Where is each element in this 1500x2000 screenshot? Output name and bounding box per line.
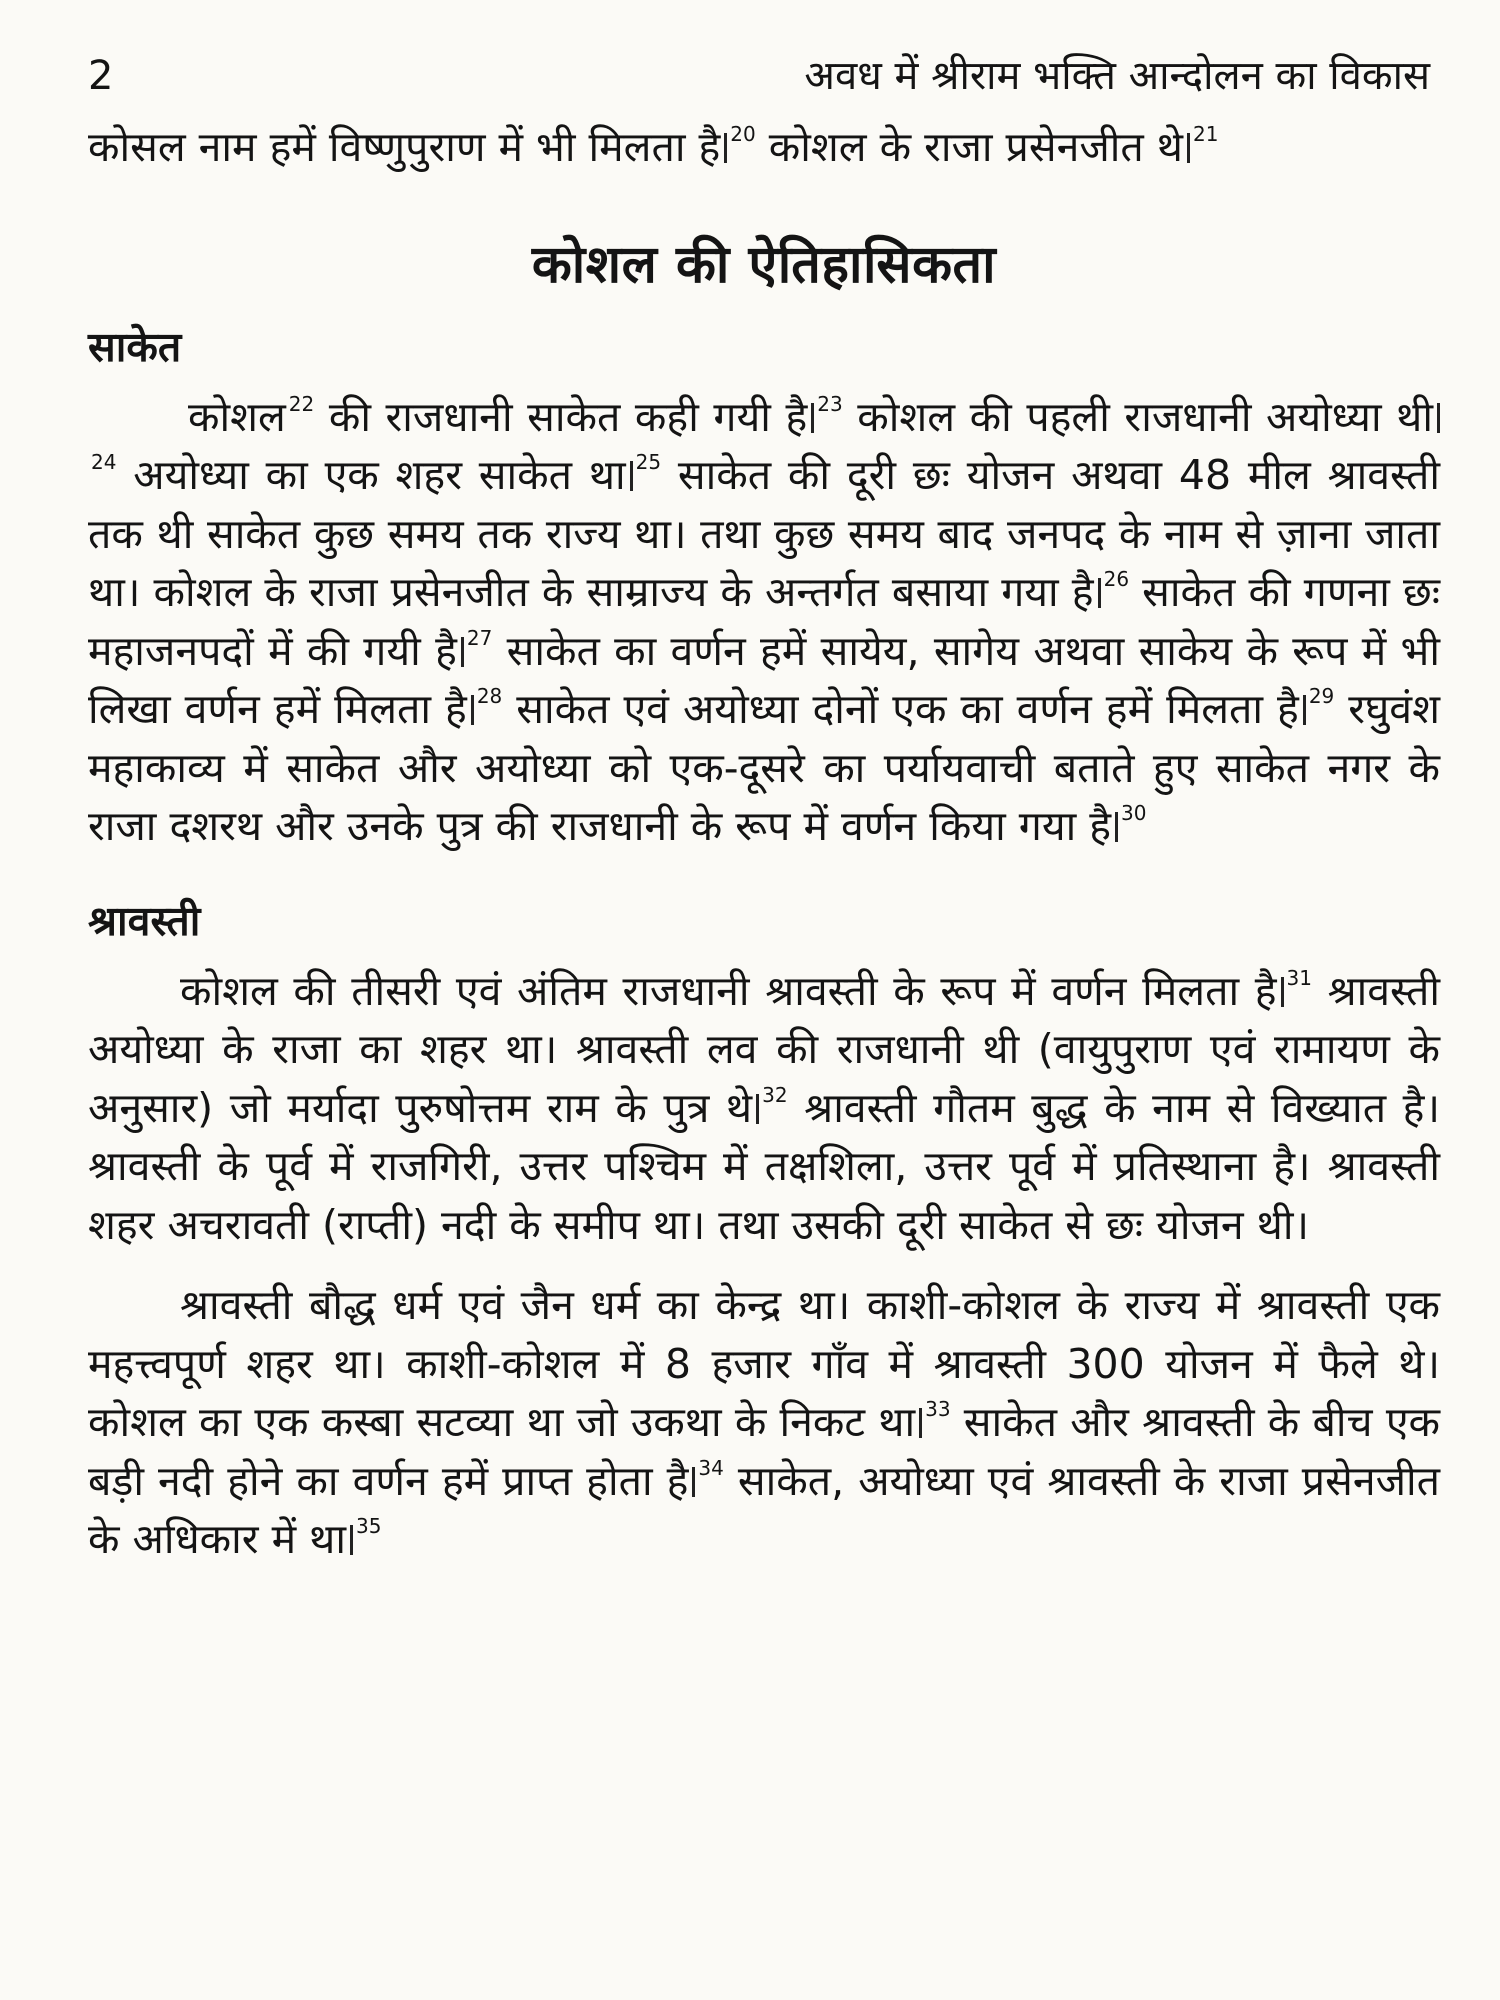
footnote-ref-30: 30 bbox=[1121, 801, 1147, 825]
footnote-ref-35: 35 bbox=[355, 1514, 382, 1538]
danda-mark bbox=[811, 403, 814, 433]
running-header bbox=[88, 46, 1440, 118]
subheading-saket: साकेत bbox=[88, 322, 182, 371]
danda-mark bbox=[919, 1408, 922, 1438]
shravasti-paragraph-1 bbox=[88, 962, 1440, 1255]
danda-mark bbox=[1281, 977, 1284, 1007]
danda-mark bbox=[461, 637, 464, 667]
intro-paragraph bbox=[88, 118, 1440, 177]
footnote-ref-25: 25 bbox=[635, 450, 662, 474]
footnote-ref-24: 24 bbox=[91, 450, 117, 474]
danda-mark bbox=[692, 1467, 695, 1497]
running-title: अवध में श्रीराम भक्ति आन्दोलन का विकास bbox=[804, 53, 1430, 99]
subheading-shravasti: श्रावस्ती bbox=[88, 896, 201, 945]
saket-paragraph bbox=[88, 388, 1440, 856]
text-segment: श्रावस्ती अयोध्या के राजा का शहर था। श्रावस्ती लव की राजधानी थी (वायुपुराण एवं रामायण के अनुसार) जो मर्यादा पुरुषोत्तम राम के पुत्र थे bbox=[88, 966, 1440, 1132]
text-segment: कोशल bbox=[188, 392, 286, 441]
footnote-ref-29: 29 bbox=[1308, 684, 1335, 708]
text-segment: श्रावस्ती गौतम बुद्ध के नाम से विख्यात है। श्रावस्ती के पूर्व में राजगिरी, उत्तर पश्चिम में तक्षशिला, उत्तर पूर्व में प्रतिस्थाना है। श्रावस्ती शहर अचरावती (राप्ती) नदी के समीप था। तथा उसकी दूरी साकेत से छः योजन थी। bbox=[88, 1083, 1440, 1249]
text-segment: कोशल की पहली राजधानी अयोध्या थी bbox=[842, 392, 1433, 441]
danda-mark bbox=[1098, 578, 1101, 608]
shravasti-paragraph-2 bbox=[88, 1276, 1440, 1569]
section-title: कोशल की ऐतिहासिकता bbox=[531, 234, 997, 295]
footnote-ref-31: 31 bbox=[1286, 965, 1312, 990]
danda-mark bbox=[1437, 403, 1440, 433]
danda-mark bbox=[724, 133, 727, 163]
footnote-ref-26: 26 bbox=[1103, 567, 1130, 591]
danda-mark bbox=[1115, 812, 1118, 842]
footnote-ref-33: 33 bbox=[925, 1397, 951, 1421]
text-segment: साकेत की दूरी छः योजन अथवा 48 मील श्रावस्ती तक थी साकेत कुछ समय तक राज्य था। तथा कुछ समय बाद जनपद के नाम से ज़ाना जाता था। कोशल के राजा प्रसेनजीत के साम्राज्य के अन्तर्गत बसाया गया है bbox=[88, 451, 1440, 616]
danda-mark bbox=[1187, 133, 1190, 163]
text-segment: कोशल की तीसरी एवं अंतिम राजधानी श्रावस्ती के रूप में वर्णन मिलता है bbox=[180, 966, 1277, 1015]
text-segment: साकेत, अयोध्या एवं श्रावस्ती के राजा प्रसेनजीत के अधिकार में था bbox=[88, 1456, 1440, 1563]
footnote-ref-22: 22 bbox=[288, 391, 315, 416]
danda-mark bbox=[471, 695, 474, 725]
text-segment: साकेत एवं अयोध्या दोनों एक का वर्णन हमें मिलता है bbox=[502, 685, 1299, 733]
footnote-ref-28: 28 bbox=[476, 684, 503, 708]
text-segment: कोशल के राजा प्रसेनजीत थे bbox=[755, 123, 1183, 171]
text-segment: साकेत का वर्णन हमें सायेय, सागेय अथवा साकेय के रूप में भी लिखा वर्णन हमें मिलता है bbox=[88, 626, 1440, 733]
danda-mark bbox=[350, 1525, 353, 1555]
footnote-ref-34: 34 bbox=[698, 1455, 724, 1480]
page-number: 2 bbox=[88, 53, 114, 99]
text-segment: की राजधानी साकेत कही गयी है bbox=[314, 392, 808, 441]
footnote-ref-27: 27 bbox=[466, 625, 493, 650]
text-segment: अयोध्या का एक शहर साकेत था bbox=[116, 451, 626, 499]
danda-mark bbox=[630, 461, 633, 491]
footnote-ref-32: 32 bbox=[762, 1082, 788, 1107]
text-segment: साकेत और श्रावस्ती के बीच एक बड़ी नदी होने का वर्णन हमें प्राप्त होता है bbox=[88, 1398, 1440, 1505]
text-segment: साकेत की गणना छः महाजनपदों में की गयी है bbox=[88, 568, 1441, 675]
footnote-ref-20: 20 bbox=[730, 122, 756, 146]
danda-mark bbox=[1303, 695, 1306, 725]
danda-mark bbox=[756, 1094, 759, 1124]
footnote-ref-23: 23 bbox=[817, 391, 843, 416]
text-segment: रघुवंश महाकाव्य में साकेत और अयोध्या को एक-दूसरे का पर्यायवाची बताते हुए साकेत नगर के राजा दशरथ और उनके पुत्र की राजधानी के रूप में वर्णन किया गया है bbox=[88, 685, 1440, 850]
text-segment: श्रावस्ती बौद्ध धर्म एवं जैन धर्म का केन्द्र था। काशी-कोशल के राज्य में श्रावस्ती एक महत्त्वपूर्ण शहर था। काशी-कोशल में 8 हजार गाँव में श्रावस्ती 300 योजन में फैले थे। कोशल का एक कस्बा सटव्या था जो उकथा के निकट था bbox=[88, 1281, 1440, 1446]
text-segment: कोसल नाम हमें विष्णुपुराण में भी मिलता है bbox=[88, 123, 721, 171]
footnote-ref-21: 21 bbox=[1193, 122, 1219, 146]
